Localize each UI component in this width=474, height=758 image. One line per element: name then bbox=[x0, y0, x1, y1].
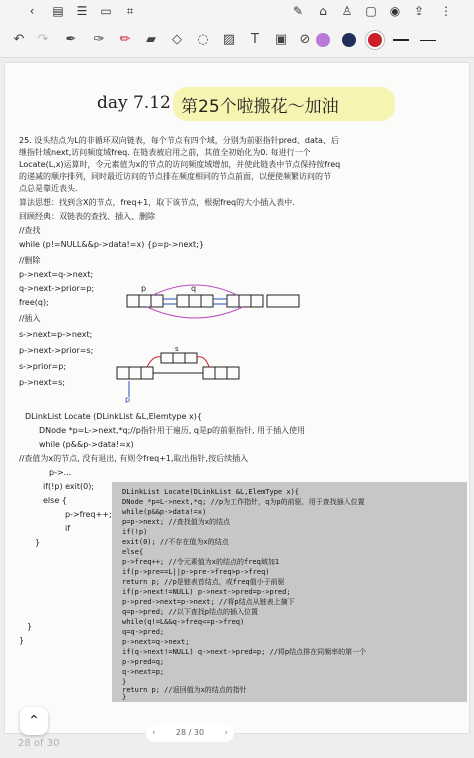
text-line: 的递减的顺序排列，同时最近访问的节点排在频度相同的节点前面，以便使频繁访问的节 bbox=[19, 172, 331, 181]
code-line: if bbox=[65, 524, 71, 533]
text-line: p->next=s; bbox=[19, 378, 65, 387]
text-line: 继指针域next,访问频度域freq. 在链表被启用之前，其值全初始化为0. 每进行一个 bbox=[19, 148, 311, 157]
notebook-icon[interactable]: ▤ bbox=[52, 4, 64, 18]
textbook-line: } bbox=[122, 693, 127, 701]
share-icon[interactable]: ⇪ bbox=[413, 4, 425, 18]
pointer-label-p: p bbox=[141, 284, 147, 293]
highlighter-icon[interactable]: ▰ bbox=[146, 32, 156, 47]
page-count-footer: 28 of 30 bbox=[18, 738, 60, 749]
color-swatch-navy[interactable] bbox=[342, 33, 356, 47]
page-title-cn: 第25个啦搬花～加油 bbox=[181, 97, 339, 117]
code-line: //查值为x的节点, 没有退出, 有则令freq+1,取出指针,按后续插入 bbox=[19, 454, 249, 463]
text-line: 算法思想：找到含X的节点，freq+1，取下该节点，根据freq的大小插入表中. bbox=[19, 198, 295, 207]
code-line: else { bbox=[43, 496, 67, 505]
shirt-icon[interactable]: ♙ bbox=[341, 4, 353, 18]
color-swatch-purple[interactable] bbox=[316, 33, 330, 47]
textbook-line: return p; //返回值为x的结点的指针 bbox=[122, 686, 247, 694]
stroke-thick-icon[interactable] bbox=[393, 39, 409, 41]
textbook-line: if(p->pre==L||p->pre->freq>p->freq) bbox=[122, 568, 270, 576]
textbook-line: else{ bbox=[122, 548, 144, 556]
code-line: while (p&&p->data!=x) bbox=[39, 440, 134, 449]
text-line: Locate(L,x)运算时，令元素值为x的节点的访问频度域增加，并使此链表中节点保持按freq bbox=[19, 160, 341, 169]
insert-node-diagram bbox=[113, 347, 243, 403]
text-line: 25. 设头结点为L的非循环双向链表，每个节点有四个域，分别为前驱指针pred、data、后 bbox=[19, 136, 339, 145]
shape-icon[interactable]: ▣ bbox=[274, 32, 288, 47]
top-toolbar bbox=[0, 0, 474, 22]
textbook-line: p->freq++; //令元素值为x的结点的freq域加1 bbox=[122, 558, 280, 566]
scroll-up-button[interactable]: ⌃ bbox=[20, 707, 48, 735]
undo-icon[interactable]: ↶ bbox=[13, 32, 25, 47]
text-line: s->next=p->next; bbox=[19, 330, 93, 339]
folder-icon[interactable]: ▢ bbox=[365, 4, 377, 18]
textbook-line: if(p->next!=NULL) p->next->pred=p->pred; bbox=[122, 588, 291, 596]
text-line: p->next=q->next; bbox=[19, 270, 94, 279]
code-line: } bbox=[35, 538, 41, 547]
textbook-line: return p; //p是链表首结点，或freq值小于前驱 bbox=[122, 578, 285, 586]
textbook-line: while(p&&p->data!=x) bbox=[122, 508, 207, 516]
eye-icon[interactable]: ◉ bbox=[389, 4, 401, 18]
code-line: DNode *p=L->next,*q;//p指针用于遍历, q是p的前驱指针, 用于插入使用 bbox=[39, 426, 306, 435]
textbook-line: q->next=p; bbox=[122, 668, 165, 676]
text-line: s->prior=p; bbox=[19, 362, 67, 371]
list-icon[interactable]: ☰ bbox=[76, 4, 88, 18]
text-line: while (p!=NULL&&p->data!=x) {p=p->next;} bbox=[19, 240, 204, 249]
lasso-icon[interactable]: ◌ bbox=[197, 32, 209, 47]
text-icon[interactable]: T bbox=[251, 32, 259, 47]
textbook-line: if(!p) bbox=[122, 528, 148, 536]
pen-icon[interactable]: ✒ bbox=[65, 32, 77, 47]
textbook-line: p->pred->next=p->next; //将p结点从链表上摘下 bbox=[122, 598, 295, 606]
note-page[interactable] bbox=[4, 62, 470, 734]
textbook-line: DLinkList Locate(DLinkList &L,ElemType x){ bbox=[122, 488, 300, 496]
text-line: p->next->prior=s; bbox=[19, 346, 94, 355]
textbook-snippet-image[interactable] bbox=[112, 482, 467, 702]
page-title-date: day 7.12 bbox=[97, 93, 171, 113]
next-page-icon[interactable]: › bbox=[224, 728, 228, 738]
code-line: DLinkList Locate (DLinkList &L,Elemtype x){ bbox=[25, 412, 202, 421]
text-line: 回顾经典：双链表的查找、插入、删除 bbox=[19, 212, 155, 221]
textbook-line: exit(0); //不存在值为x的结点 bbox=[122, 538, 229, 546]
pointer-label-q: q bbox=[191, 284, 197, 293]
textbook-line: q=q->pred; bbox=[122, 628, 165, 636]
textbook-line: while(q!=L&&q->freq<=p->freq) bbox=[122, 618, 245, 626]
code-line: p->... bbox=[49, 468, 72, 477]
text-line: q->next->prior=p; bbox=[19, 284, 95, 293]
textbook-line: q=p->pred; //以下查找p结点的插入位置 bbox=[122, 608, 259, 616]
more-icon[interactable]: ⋮ bbox=[440, 4, 452, 18]
text-line: 点总是靠近表头. bbox=[19, 184, 78, 193]
tools-toolbar bbox=[0, 22, 474, 58]
crop-icon[interactable]: ⌗ bbox=[126, 4, 134, 18]
pointer-label-p2: p bbox=[125, 395, 131, 403]
text-line: //查找 bbox=[19, 226, 41, 235]
code-line: if(!p) exit(0); bbox=[43, 482, 95, 491]
page-navigator[interactable] bbox=[146, 724, 234, 742]
code-line: p->freq++; bbox=[65, 510, 112, 519]
page-icon[interactable]: ▭ bbox=[100, 4, 112, 18]
textbook-line: if(q->next!=NULL) q->next->pred=p; //将p结点排在同频率的第一个 bbox=[122, 648, 367, 656]
textbook-line: p->pred=q; bbox=[122, 658, 165, 666]
tag-icon[interactable]: ⌂ bbox=[319, 4, 327, 18]
brush-icon[interactable]: ✏ bbox=[119, 32, 131, 47]
prev-page-icon[interactable]: ‹ bbox=[152, 728, 156, 738]
pen-add-icon[interactable]: ✎ bbox=[292, 4, 304, 18]
ruler-icon[interactable]: ⊘ bbox=[299, 32, 311, 47]
textbook-line: } bbox=[122, 678, 127, 686]
delete-node-diagram bbox=[123, 281, 303, 325]
text-line: free(q); bbox=[19, 298, 49, 307]
code-line: } bbox=[27, 622, 33, 631]
text-line: //插入 bbox=[19, 314, 41, 323]
textbook-line: p=p->next; //查找值为x的结点 bbox=[122, 518, 231, 526]
eraser-icon[interactable]: ◇ bbox=[172, 32, 182, 47]
code-line: } bbox=[19, 636, 25, 645]
redo-icon[interactable]: ↷ bbox=[37, 32, 49, 47]
color-swatch-red[interactable] bbox=[368, 33, 382, 47]
fountain-pen-icon[interactable]: ✑ bbox=[93, 32, 105, 47]
pointer-label-s: s bbox=[175, 347, 179, 353]
textbook-line: DNode *p=L->next,*q; //p为工作指针，q为p的前驱，用于查找插入位置 bbox=[122, 498, 365, 506]
back-icon[interactable]: ‹ bbox=[29, 4, 35, 18]
text-line: //删除 bbox=[19, 256, 41, 265]
page-indicator: 28 / 30 bbox=[175, 728, 205, 737]
image-icon[interactable]: ▨ bbox=[222, 32, 236, 47]
textbook-line: p->next=q->next; bbox=[122, 638, 190, 646]
stroke-thin-icon[interactable] bbox=[420, 40, 436, 41]
